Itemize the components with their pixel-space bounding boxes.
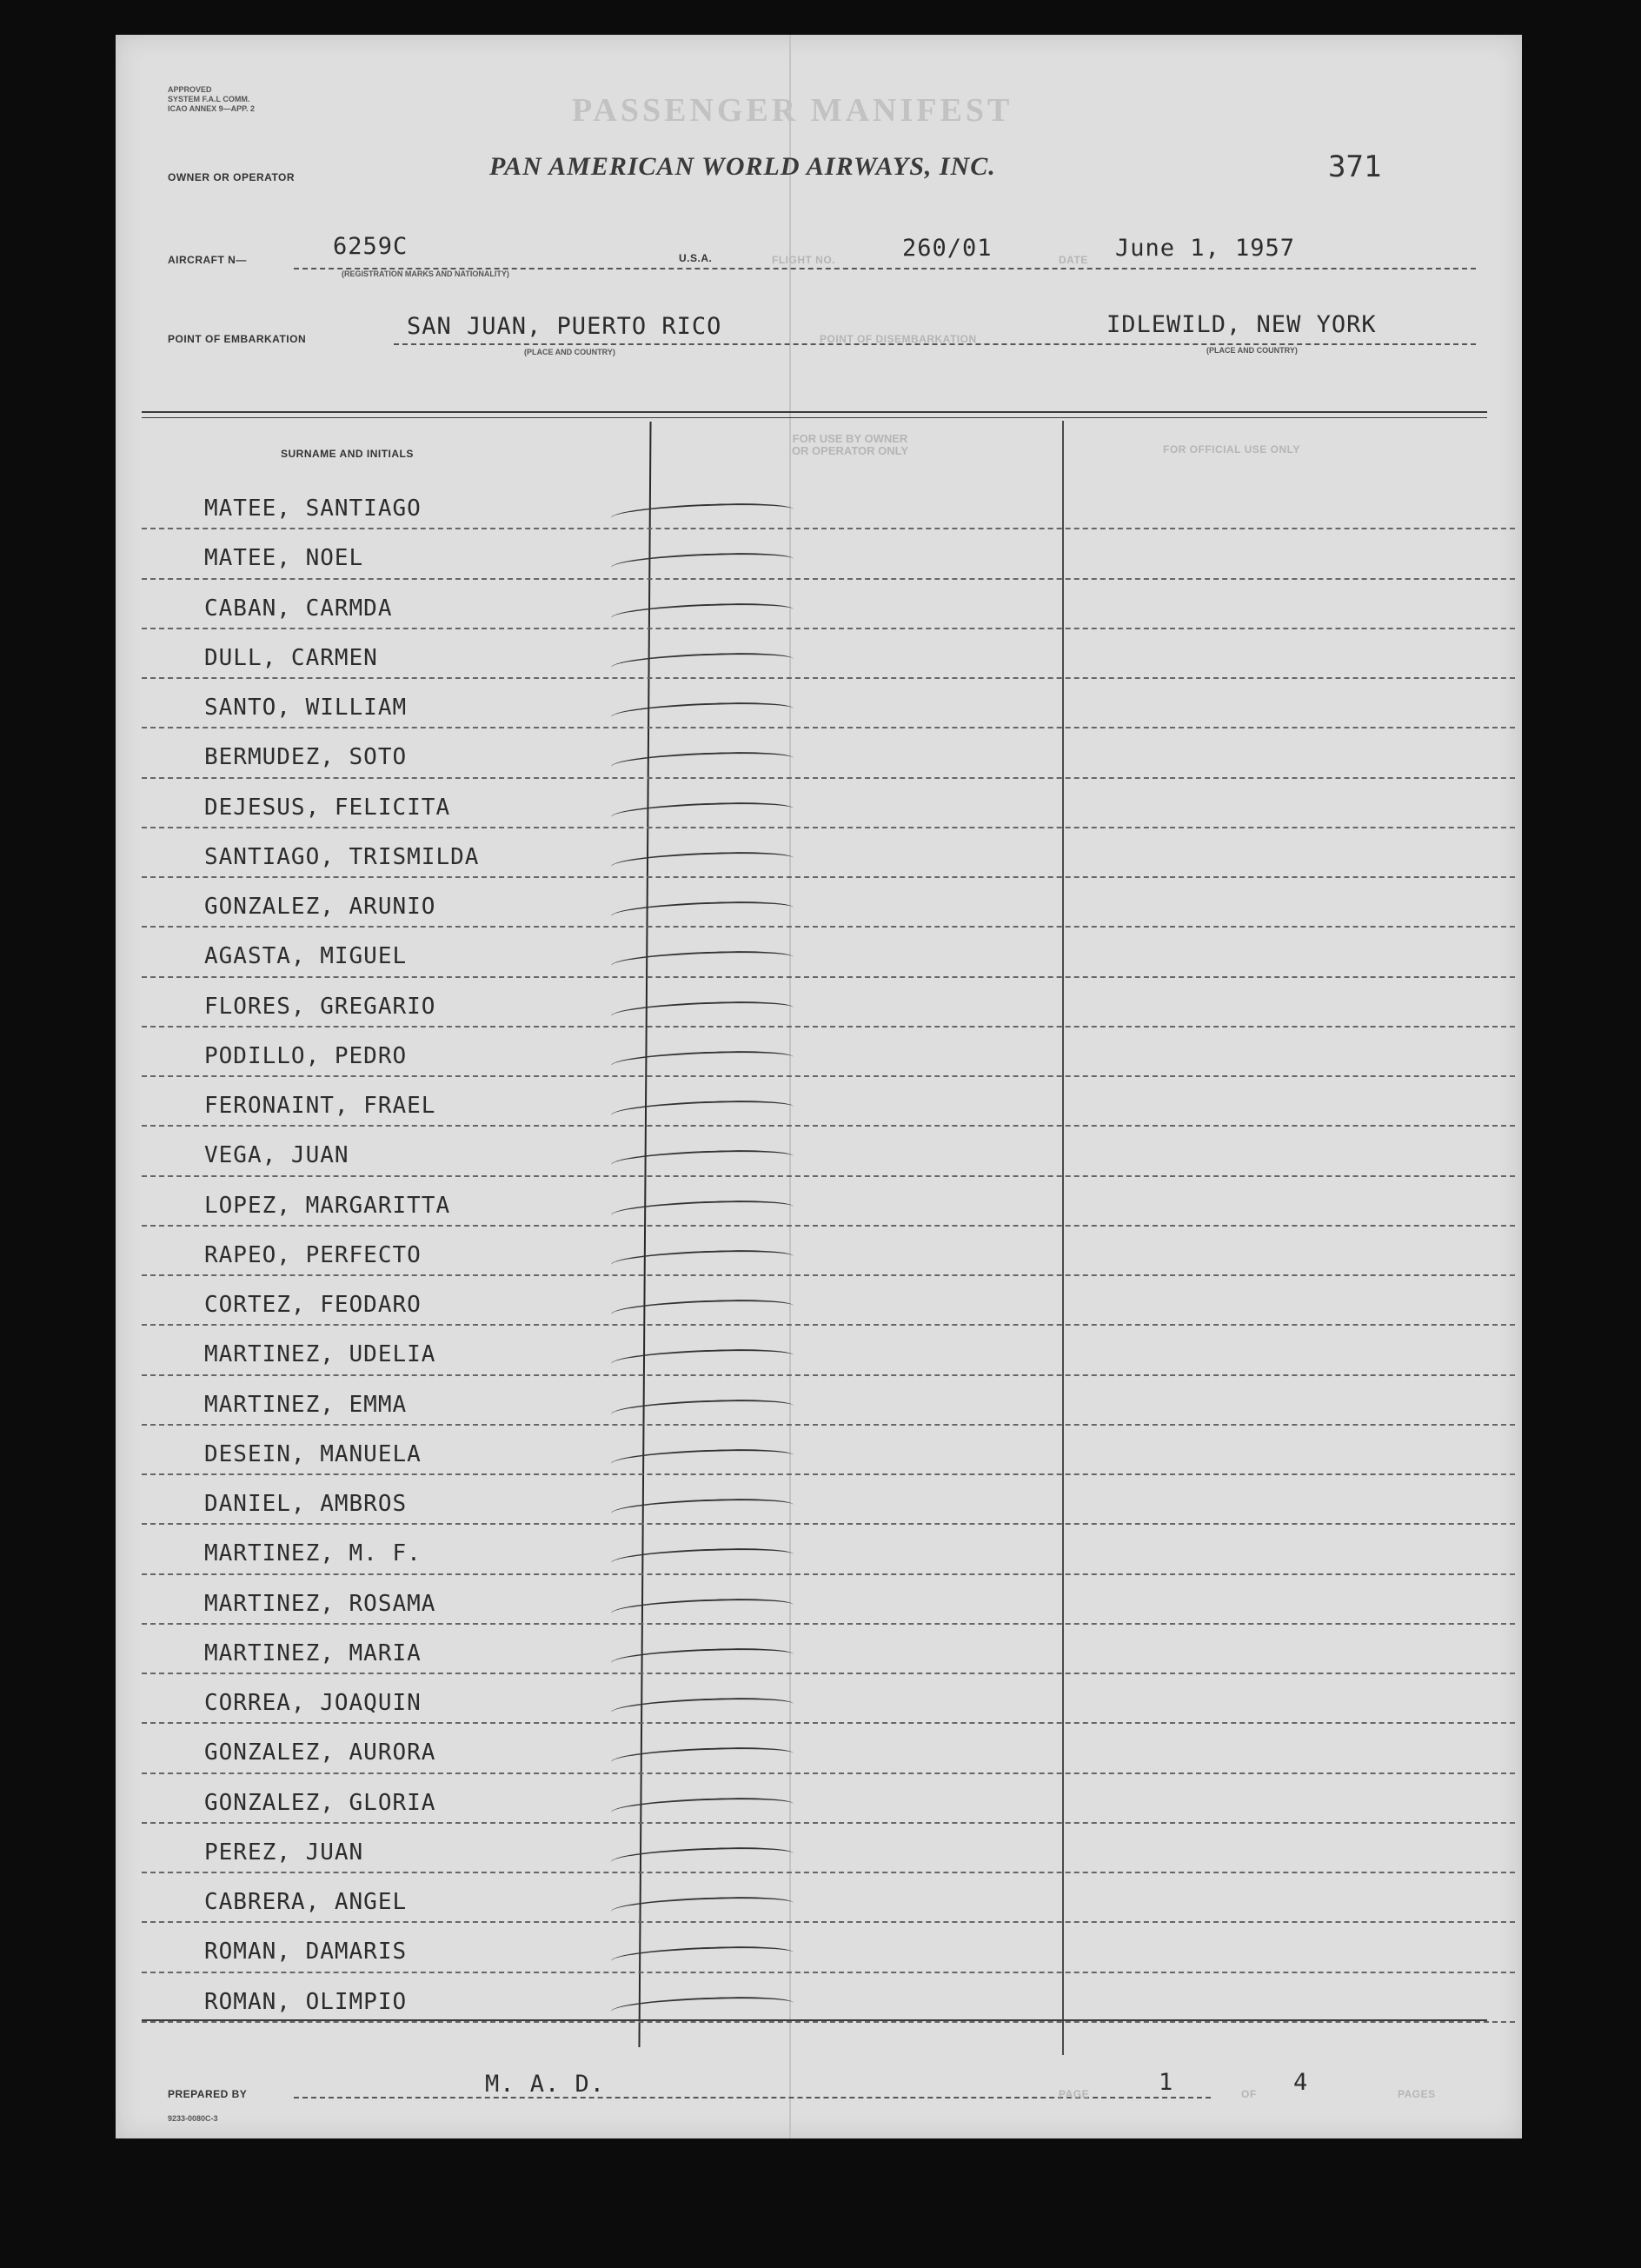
passenger-name: GONZALEZ, ARUNIO bbox=[204, 894, 436, 920]
ditto-mark bbox=[611, 801, 794, 824]
passenger-row bbox=[142, 1376, 1515, 1426]
passenger-row bbox=[142, 580, 1515, 629]
passenger-name: MARTINEZ, UDELIA bbox=[204, 1341, 436, 1368]
passenger-row bbox=[142, 1426, 1515, 1475]
passenger-row bbox=[142, 1724, 1515, 1773]
aircraft-label: AIRCRAFT N— bbox=[168, 254, 247, 266]
passenger-name: PEREZ, JUAN bbox=[204, 1839, 364, 1866]
ditto-mark bbox=[611, 1199, 794, 1222]
ditto-mark bbox=[611, 1348, 794, 1372]
manifest-title: PASSENGER MANIFEST bbox=[572, 92, 1013, 129]
passenger-row bbox=[142, 1923, 1515, 1972]
passenger-name: CABAN, CARMDA bbox=[204, 595, 393, 622]
passenger-row bbox=[142, 1177, 1515, 1227]
ditto-mark bbox=[611, 1099, 794, 1122]
ditto-mark bbox=[611, 950, 794, 974]
embarkation-value: SAN JUAN, PUERTO RICO bbox=[407, 313, 722, 340]
aircraft-number: 6259C bbox=[333, 233, 409, 260]
passenger-name: GONZALEZ, GLORIA bbox=[204, 1789, 436, 1816]
ditto-mark bbox=[611, 651, 794, 675]
ditto-mark bbox=[611, 502, 794, 525]
ditto-mark bbox=[611, 1746, 794, 1770]
date-label: DATE bbox=[1059, 254, 1088, 266]
aircraft-sublabel: (REGISTRATION MARKS AND NATIONALITY) bbox=[342, 269, 509, 278]
passenger-name: DESEIN, MANUELA bbox=[204, 1440, 422, 1467]
flight-number: 260/01 bbox=[902, 235, 993, 262]
ditto-mark bbox=[611, 1597, 794, 1620]
approval-line: ICAO ANNEX 9—APP. 2 bbox=[168, 104, 256, 113]
airline-name: PAN AMERICAN WORLD AIRWAYS, INC. bbox=[489, 152, 996, 181]
passenger-row bbox=[142, 1674, 1515, 1724]
ditto-mark bbox=[611, 1447, 794, 1471]
approval-line: APPROVED bbox=[168, 85, 212, 94]
col-surname-header: SURNAME AND INITIALS bbox=[281, 448, 414, 460]
of-value: 4 bbox=[1293, 2069, 1309, 2096]
ditto-mark bbox=[611, 1547, 794, 1571]
sheet-number: 371 bbox=[1328, 150, 1382, 184]
disembarkation-sublabel: (PLACE AND COUNTRY) bbox=[1206, 346, 1298, 355]
passenger-row bbox=[142, 1028, 1515, 1077]
ditto-mark bbox=[611, 1995, 794, 2019]
ditto-mark bbox=[611, 850, 794, 874]
passenger-row bbox=[142, 878, 1515, 928]
aircraft-nationality: U.S.A. bbox=[679, 252, 713, 264]
passenger-row bbox=[142, 728, 1515, 778]
passenger-name: MARTINEZ, M. F. bbox=[204, 1540, 422, 1567]
passenger-row bbox=[142, 629, 1515, 679]
ditto-mark bbox=[611, 552, 794, 575]
passenger-name: MATEE, NOEL bbox=[204, 545, 364, 572]
passenger-row bbox=[142, 1326, 1515, 1375]
ditto-mark bbox=[611, 900, 794, 923]
passenger-name: BERMUDEZ, SOTO bbox=[204, 744, 408, 771]
passenger-name: DANIEL, AMBROS bbox=[204, 1491, 408, 1517]
ditto-mark bbox=[611, 751, 794, 775]
passenger-name: CORREA, JOAQUIN bbox=[204, 1690, 422, 1716]
manifest-page bbox=[116, 35, 1522, 2138]
ditto-mark bbox=[611, 1646, 794, 1670]
passenger-row bbox=[142, 1774, 1515, 1824]
page-value: 1 bbox=[1159, 2069, 1174, 2096]
passenger-name: MATEE, SANTIAGO bbox=[204, 496, 422, 522]
passenger-row bbox=[142, 1077, 1515, 1127]
passenger-row bbox=[142, 1973, 1515, 2023]
passenger-row bbox=[142, 1525, 1515, 1574]
ditto-mark bbox=[611, 1398, 794, 1421]
passenger-name: MARTINEZ, MARIA bbox=[204, 1639, 422, 1666]
passenger-row bbox=[142, 1475, 1515, 1525]
passenger-name: GONZALEZ, AURORA bbox=[204, 1739, 436, 1766]
passenger-name: FERONAINT, FRAEL bbox=[204, 1093, 436, 1119]
ditto-mark bbox=[611, 1497, 794, 1520]
col-official-header: FOR OFFICIAL USE ONLY bbox=[1163, 443, 1300, 456]
pages-label: PAGES bbox=[1398, 2088, 1436, 2100]
passenger-name: PODILLO, PEDRO bbox=[204, 1042, 408, 1069]
table-top-rule bbox=[142, 411, 1487, 413]
passenger-name: ROMAN, DAMARIS bbox=[204, 1939, 408, 1965]
ditto-mark bbox=[611, 1049, 794, 1073]
passenger-row bbox=[142, 480, 1515, 529]
passenger-name: DULL, CARMEN bbox=[204, 644, 378, 671]
passenger-row bbox=[142, 1625, 1515, 1674]
passenger-name: MARTINEZ, ROSAMA bbox=[204, 1590, 436, 1617]
table-top-rule-2 bbox=[142, 417, 1487, 418]
passenger-row bbox=[142, 1873, 1515, 1923]
ditto-mark bbox=[611, 602, 794, 625]
col-owner-header-line: OR OPERATOR ONLY bbox=[791, 444, 909, 457]
passenger-row bbox=[142, 1227, 1515, 1276]
ditto-mark bbox=[611, 1846, 794, 1869]
passenger-row bbox=[142, 928, 1515, 977]
passenger-list bbox=[142, 480, 1515, 2023]
passenger-name: LOPEZ, MARGARITTA bbox=[204, 1192, 451, 1219]
passenger-name: FLORES, GREGARIO bbox=[204, 993, 436, 1020]
passenger-row bbox=[142, 1276, 1515, 1326]
disembarkation-value: IDLEWILD, NEW YORK bbox=[1106, 311, 1377, 338]
ditto-mark bbox=[611, 701, 794, 724]
passenger-row bbox=[142, 978, 1515, 1028]
passenger-name: DEJESUS, FELICITA bbox=[204, 794, 451, 821]
prepared-label: PREPARED BY bbox=[168, 2088, 248, 2100]
form-number: 9233-0080C-3 bbox=[168, 2114, 218, 2123]
passenger-name: VEGA, JUAN bbox=[204, 1142, 349, 1169]
passenger-row bbox=[142, 779, 1515, 828]
flight-date: June 1, 1957 bbox=[1115, 235, 1296, 262]
passenger-row bbox=[142, 1575, 1515, 1625]
ditto-mark bbox=[611, 1895, 794, 1919]
owner-label: OWNER OR OPERATOR bbox=[168, 171, 296, 183]
passenger-name: SANTO, WILLIAM bbox=[204, 695, 408, 721]
page-label: PAGE bbox=[1059, 2088, 1090, 2100]
passenger-name: CORTEZ, FEODARO bbox=[204, 1292, 422, 1318]
passenger-name: MARTINEZ, EMMA bbox=[204, 1391, 408, 1418]
passenger-row bbox=[142, 1824, 1515, 1873]
aircraft-line bbox=[294, 268, 1476, 269]
col-owner-header bbox=[759, 433, 941, 457]
passenger-row bbox=[142, 679, 1515, 728]
approval-stamp bbox=[168, 85, 255, 114]
embarkation-line bbox=[394, 343, 1476, 345]
ditto-mark bbox=[611, 1000, 794, 1023]
embarkation-sublabel: (PLACE AND COUNTRY) bbox=[524, 348, 615, 356]
passenger-name: CABRERA, ANGEL bbox=[204, 1889, 408, 1915]
row-rule bbox=[142, 2021, 1515, 2023]
passenger-name: SANTIAGO, TRISMILDA bbox=[204, 843, 480, 870]
passenger-name: RAPEO, PERFECTO bbox=[204, 1241, 422, 1268]
passenger-name: AGASTA, MIGUEL bbox=[204, 943, 408, 970]
ditto-mark bbox=[611, 1248, 794, 1272]
embarkation-label: POINT OF EMBARKATION bbox=[168, 333, 307, 345]
ditto-mark bbox=[611, 1945, 794, 1969]
passenger-name: ROMAN, OLIMPIO bbox=[204, 1988, 408, 2015]
of-label: OF bbox=[1241, 2088, 1257, 2100]
table-bottom-rule bbox=[142, 2019, 1487, 2021]
passenger-row bbox=[142, 1127, 1515, 1176]
ditto-mark bbox=[611, 1696, 794, 1719]
ditto-mark bbox=[611, 1298, 794, 1321]
prepared-value: M. A. D. bbox=[485, 2071, 606, 2098]
passenger-row bbox=[142, 529, 1515, 579]
ditto-mark bbox=[611, 1796, 794, 1819]
approval-line: SYSTEM F.A.L COMM. bbox=[168, 95, 250, 103]
col-owner-header-line: FOR USE BY OWNER bbox=[792, 432, 908, 445]
flight-label: FLIGHT NO. bbox=[772, 254, 835, 266]
passenger-row bbox=[142, 828, 1515, 878]
ditto-mark bbox=[611, 1149, 794, 1173]
disembarkation-label: POINT OF DISEMBARKATION bbox=[820, 333, 977, 345]
